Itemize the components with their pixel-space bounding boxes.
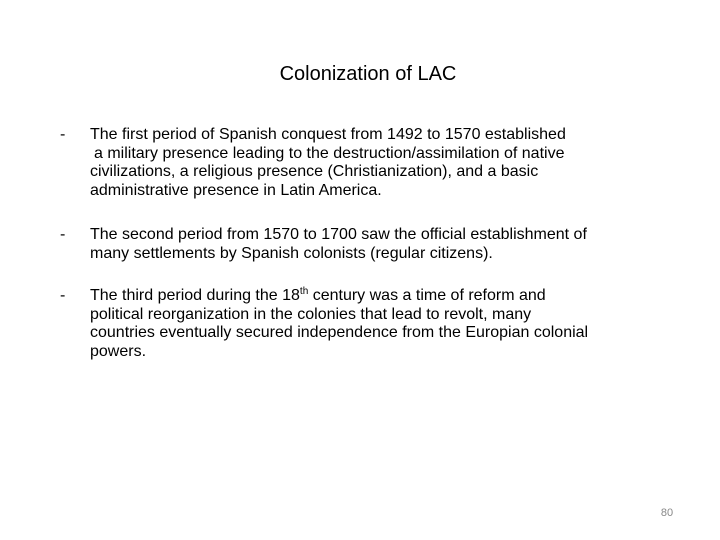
bullet-line	[90, 287, 670, 306]
bullet-line: powers.	[90, 342, 147, 360]
bullet-line-end: century was a time of reform and	[308, 287, 546, 304]
bullet-line: civilizations, a religious presence (Christianization), and a basic	[90, 163, 539, 180]
ordinal-superscript: th	[299, 286, 309, 297]
bullet-text	[90, 287, 670, 361]
bullet-marker: -	[60, 226, 66, 243]
bullet-line: political reorganization in the colonies that lead to revolt, many	[90, 305, 532, 323]
bullet-line: The second period from 1570 to 1700 saw the official establishment of	[90, 226, 587, 243]
bullet-text	[90, 226, 670, 263]
bullet-marker: -	[60, 126, 66, 143]
bullet-line: many settlements by Spanish colonists (regular citizens).	[90, 244, 493, 262]
page-number: 80	[660, 507, 674, 519]
bullet-line: a military presence leading to the destruction/assimilation of native	[94, 144, 565, 162]
bullet-line-start: The third period during the 18	[90, 287, 300, 304]
bullet-line: administrative presence in Latin America.	[90, 181, 382, 199]
bullet-marker: -	[60, 287, 66, 304]
bullet-line: The first period of Spanish conquest from 1492 to 1570 established	[90, 126, 566, 143]
bullet-line: countries eventually secured independence from the Europian colonial	[90, 324, 589, 341]
slide-title: Colonization of LAC	[279, 63, 457, 85]
bullet-text	[90, 126, 670, 200]
